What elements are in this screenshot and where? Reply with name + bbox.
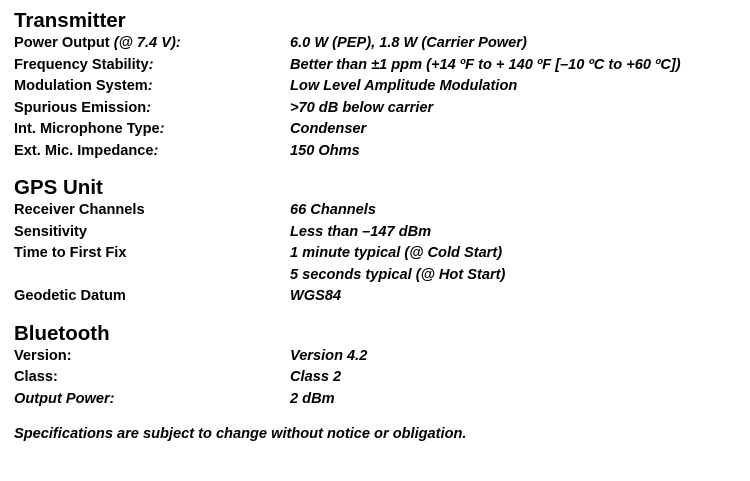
- spec-label-text: Frequency Stability: [14, 56, 149, 73]
- spec-label-suffix: :: [146, 99, 152, 116]
- spec-label: Sensitivity: [14, 223, 87, 240]
- spec-value: WGS84: [290, 288, 342, 304]
- spec-value: Condenser: [290, 121, 367, 137]
- spec-label-suffix: :: [147, 78, 153, 94]
- spec-value: Better than ±1 ppm (+14 ºF to + 140 ºF [–10 ºC to +60 ºC]): [290, 56, 681, 73]
- spec-value: Version 4.2: [290, 347, 368, 364]
- gps-section: [14, 176, 744, 308]
- spec-label-suffix: :: [153, 142, 159, 159]
- spec-value: [290, 243, 505, 286]
- spec-label: [14, 55, 290, 77]
- spec-value: 150 Ohms: [290, 142, 360, 159]
- spec-label: [14, 33, 290, 55]
- spec-label: Receiver Channels: [14, 202, 145, 218]
- spec-value: 2 dBm: [290, 390, 335, 407]
- spec-row-time-to-first-fix: [14, 243, 744, 286]
- section-title-gps: GPS Unit: [14, 176, 103, 199]
- spec-row-spurious-emission: [14, 98, 744, 120]
- spec-label-text: Int. Microphone Type: [14, 121, 160, 137]
- section-title-bluetooth: Bluetooth: [14, 321, 110, 345]
- spec-value-line: 1 minute typical (@ Cold Start): [290, 245, 503, 261]
- spec-label: [14, 141, 290, 163]
- spec-label: [14, 98, 290, 120]
- spec-value: 6.0 W (PEP), 1.8 W (Carrier Power): [290, 35, 527, 51]
- spec-label: Class:: [14, 369, 58, 385]
- spec-sheet: [14, 9, 744, 446]
- spec-row-receiver-channels: [14, 200, 744, 222]
- spec-value: Low Level Amplitude Modulation: [290, 78, 518, 94]
- spec-row-geodetic-datum: [14, 286, 744, 308]
- transmitter-section: [14, 9, 744, 162]
- spec-label-suffix: :: [159, 121, 165, 137]
- spec-label: Version:: [14, 347, 72, 364]
- spec-label-text: Modulation System: [14, 78, 148, 94]
- spec-label: Time to First Fix: [14, 245, 127, 261]
- spec-label-suffix: :: [148, 56, 154, 73]
- spec-label: [14, 76, 290, 98]
- spec-row-sensitivity: [14, 222, 744, 244]
- spec-label: Geodetic Datum: [14, 288, 126, 304]
- spec-value: >70 dB below carrier: [290, 99, 434, 116]
- spec-value: Less than –147 dBm: [290, 223, 432, 240]
- spec-label-suffix: (@ 7.4 V):: [113, 35, 181, 51]
- spec-row-modulation-system: [14, 76, 744, 98]
- spec-row-bt-version: [14, 346, 744, 368]
- spec-label: [14, 119, 290, 141]
- spec-label-text: Spurious Emission: [14, 99, 147, 116]
- spec-value: Class 2: [290, 369, 342, 385]
- section-title-transmitter: Transmitter: [14, 9, 126, 32]
- spec-row-microphone-type: [14, 119, 744, 141]
- disclaimer-note: Specifications are subject to change without notice or obligation.: [14, 426, 467, 442]
- spec-row-frequency-stability: [14, 55, 744, 77]
- spec-row-mic-impedance: [14, 141, 744, 163]
- spec-row-bt-class: [14, 367, 744, 389]
- spec-value: 66 Channels: [290, 202, 376, 218]
- bluetooth-section: [14, 322, 744, 411]
- spec-label: Output Power:: [14, 390, 115, 407]
- spec-value-line: 5 seconds typical (@ Hot Start): [290, 266, 506, 283]
- spec-label-text: Power Output: [14, 35, 114, 51]
- spec-row-power-output: [14, 33, 744, 55]
- spec-row-bt-output-power: [14, 389, 744, 411]
- spec-label-text: Ext. Mic. Impedance: [14, 142, 154, 159]
